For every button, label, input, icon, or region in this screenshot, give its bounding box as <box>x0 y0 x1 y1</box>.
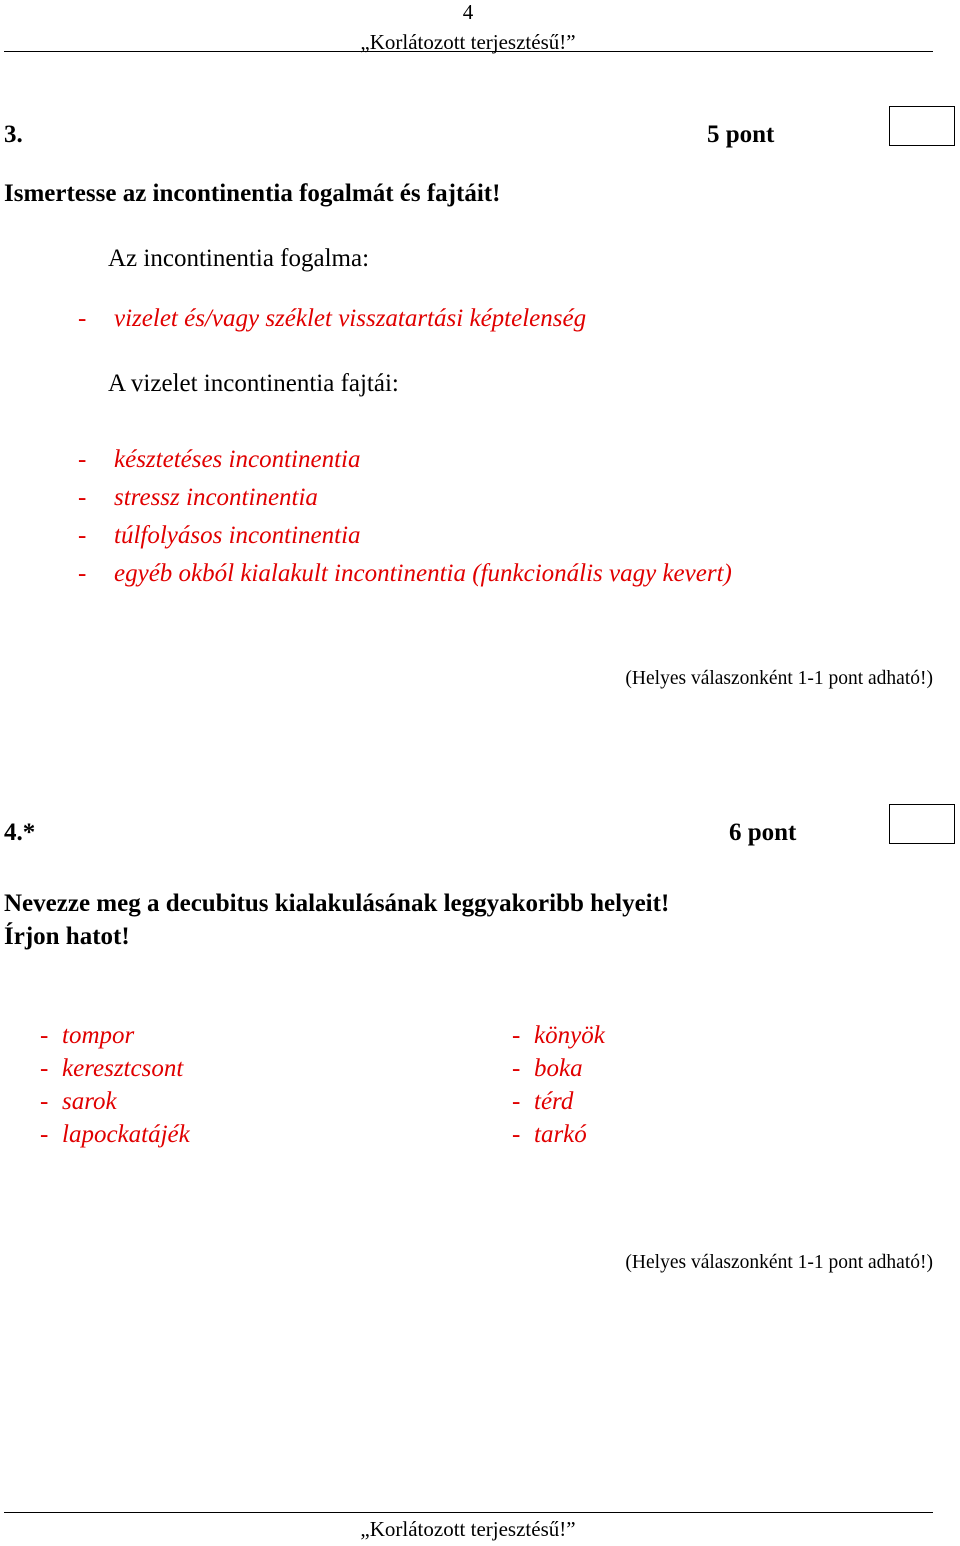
header-rule <box>4 51 933 52</box>
q4-answer-right: - tarkó <box>512 1121 587 1148</box>
q3-score-box[interactable] <box>889 106 955 146</box>
q3-scoring-note: (Helyes válaszonként 1-1 pont adható!) <box>625 668 933 689</box>
q4-number: 4.* <box>4 819 36 846</box>
q3-type-answer: - egyéb okból kialakult incontinentia (funkcionális vagy kevert) <box>78 560 732 587</box>
q4-points: 6 pont <box>729 819 797 846</box>
q4-answer-left: - tompor <box>40 1022 135 1049</box>
q4-scoring-note: (Helyes válaszonként 1-1 pont adható!) <box>625 1252 933 1273</box>
page-number: 4 <box>462 0 474 24</box>
q3-number: 3. <box>4 121 23 148</box>
q4-score-box[interactable] <box>889 804 955 844</box>
q4-prompt-line2: Írjon hatot! <box>4 923 130 950</box>
q3-type-answer: - késztetéses incontinentia <box>78 446 361 473</box>
header-restriction: „Korlátozott terjesztésű!” <box>360 30 576 54</box>
footer-rule <box>4 1512 933 1513</box>
q3-definition-heading: Az incontinentia fogalma: <box>108 245 370 272</box>
q4-answer-right: - boka <box>512 1055 583 1082</box>
q4-answer-left: - lapockatájék <box>40 1121 190 1148</box>
footer-restriction: „Korlátozott terjesztésű!” <box>360 1517 576 1541</box>
q4-prompt: Nevezze meg a decubitus kialakulásának leggyakoribb helyeit! <box>4 890 670 917</box>
q3-type-answer: - túlfolyásos incontinentia <box>78 522 361 549</box>
q3-prompt: Ismertesse az incontinentia fogalmát és fajtáit! <box>4 180 501 207</box>
q3-points: 5 pont <box>707 121 775 148</box>
q3-type-answer: - stressz incontinentia <box>78 484 318 511</box>
q3-types-heading: A vizelet incontinentia fajtái: <box>108 370 399 397</box>
q4-answer-left: - sarok <box>40 1088 117 1115</box>
q4-answer-right: - térd <box>512 1088 574 1115</box>
q3-definition-answer: - vizelet és/vagy széklet visszatartási képtelenség <box>78 305 587 332</box>
q4-answer-left: - keresztcsont <box>40 1055 184 1082</box>
q4-answer-right: - könyök <box>512 1022 605 1049</box>
